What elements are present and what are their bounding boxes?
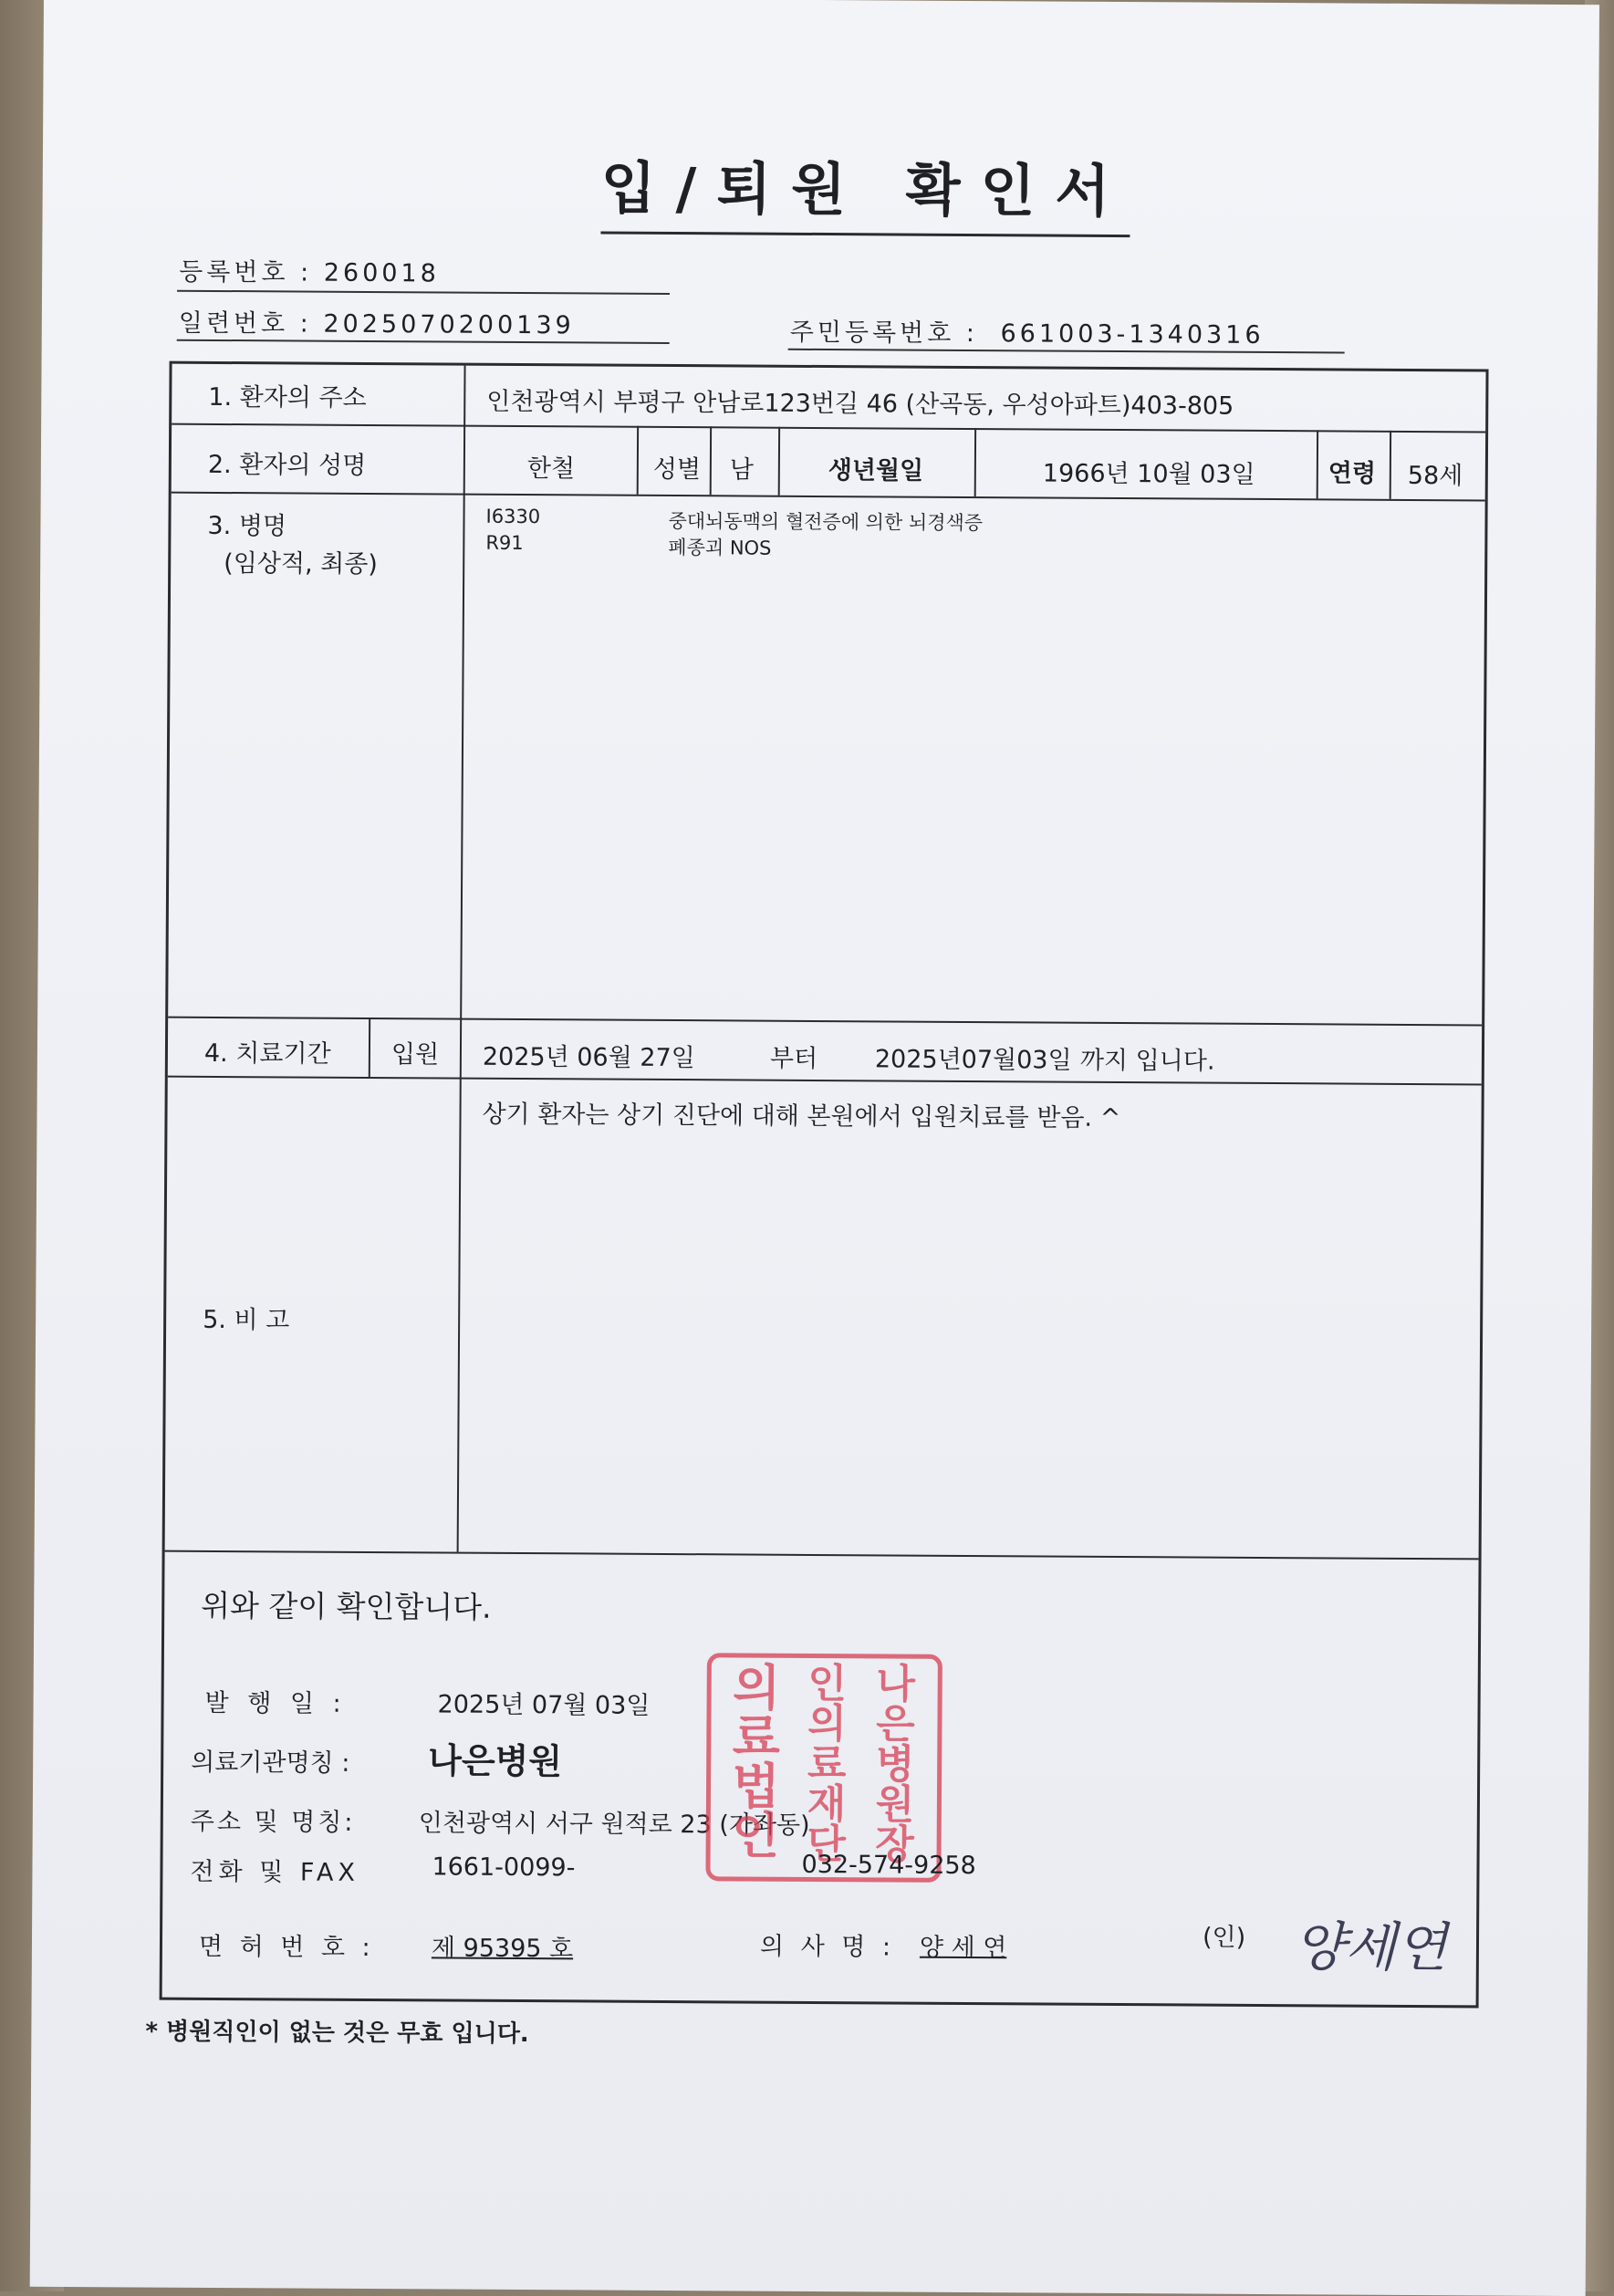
phone-label: 전화 및 FAX xyxy=(190,1857,359,1887)
period-from-suffix: 부터 xyxy=(769,1044,818,1073)
period-to: 2025년07월03일 xyxy=(874,1045,1072,1075)
column-divider xyxy=(637,426,639,495)
column-divider xyxy=(1390,431,1391,499)
resident-row xyxy=(790,312,1265,350)
diagnosis-code: R91 xyxy=(485,531,524,555)
age-value: 58세 xyxy=(1407,461,1463,491)
row-divider xyxy=(168,1017,1482,1027)
confirmation-statement: 위와 같이 확인합니다. xyxy=(201,1587,492,1625)
serial-row xyxy=(179,303,575,341)
registration-underline xyxy=(177,290,670,295)
serial-label: 일련번호 : xyxy=(178,308,312,339)
phone-value: 1661-0099- xyxy=(432,1852,576,1883)
diagnosis-name: 폐종괴 NOS xyxy=(668,536,772,559)
address-footer-label: 주소 및 명칭: xyxy=(190,1807,356,1837)
serial-number: 2025070200139 xyxy=(323,309,575,340)
diagnosis-code: I6330 xyxy=(485,505,541,528)
registration-label: 등록번호 : xyxy=(179,257,313,287)
period-from: 2025년 06월 27일 xyxy=(482,1042,695,1073)
resident-number: 661003-1340316 xyxy=(1000,319,1265,350)
row-divider xyxy=(165,1550,1479,1560)
row-divider xyxy=(172,423,1485,433)
hospital-seal-stamp xyxy=(705,1653,942,1883)
column-divider xyxy=(457,366,466,1552)
registration-number: 260018 xyxy=(323,258,440,288)
resident-label: 주민등록번호 : xyxy=(789,318,979,349)
address-footer-value: 인천광역시 서구 원적로 23 (가좌동) xyxy=(418,1809,810,1840)
footer-note: * 병원직인이 없는 것은 무효 입니다. xyxy=(145,2018,529,2049)
doctor-label: 의 사 명 : xyxy=(759,1932,896,1962)
document-title: 입/퇴원 확인서 xyxy=(600,143,1130,238)
period-label: 4. 치료기간 xyxy=(203,1038,331,1069)
column-divider xyxy=(710,426,712,495)
period-type: 입원 xyxy=(390,1040,440,1070)
remarks-value: 상기 환자는 상기 진단에 대해 본원에서 입원치료를 받음. ^ xyxy=(482,1100,1121,1133)
address-value: 인천광역시 부평구 안남로123번길 46 (산곡동, 우성아파트)403-805 xyxy=(486,387,1234,421)
address-label: 1. 환자의 주소 xyxy=(208,382,367,412)
institution-label: 의료기관명칭 : xyxy=(191,1748,350,1778)
document-paper xyxy=(30,0,1599,2296)
registration-row xyxy=(179,252,440,289)
issue-date-label: 발 행 일 : xyxy=(204,1688,347,1718)
institution-name: 나은병원 xyxy=(428,1740,563,1782)
column-divider xyxy=(778,427,780,496)
license-label: 면 허 번 호 : xyxy=(198,1932,375,1963)
row-divider xyxy=(172,492,1485,502)
remarks-label: 5. 비 고 xyxy=(203,1305,290,1335)
name-label: 2. 환자의 성명 xyxy=(207,450,367,480)
period-to-suffix: 까지 입니다. xyxy=(1079,1046,1215,1076)
row-divider xyxy=(168,1076,1482,1086)
seal-text: 인의료재단 xyxy=(798,1661,847,1863)
disease-sublabel: (임상적, 최종) xyxy=(224,549,378,579)
disease-label: 3. 병명 xyxy=(207,511,287,541)
birth-label: 생년월일 xyxy=(828,456,924,485)
seal-text: 나은병원장 xyxy=(867,1662,915,1863)
doctor-signature: 양세연 xyxy=(1293,1915,1448,1979)
serial-underline xyxy=(177,339,670,344)
seal-mark: (인) xyxy=(1202,1923,1246,1952)
column-divider xyxy=(974,428,976,496)
doctor-value: 양 세 연 xyxy=(919,1933,1007,1963)
fax-value: 032-574-9258 xyxy=(801,1850,976,1881)
sex-value: 남 xyxy=(729,455,755,485)
age-label: 연령 xyxy=(1328,459,1377,488)
diagnosis-name: 중대뇌동맥의 혈전증에 의한 뇌경색증 xyxy=(668,509,984,535)
column-divider xyxy=(369,1018,370,1077)
sex-label: 성별 xyxy=(652,454,702,485)
license-value: 제 95395 호 xyxy=(431,1934,574,1964)
birth-value: 1966년 10월 03일 xyxy=(1042,459,1255,489)
name-value: 한철 xyxy=(526,454,576,484)
issue-date: 2025년 07월 03일 xyxy=(437,1690,651,1720)
seal-text: 의료법인 xyxy=(723,1661,783,1859)
column-divider xyxy=(1317,430,1318,498)
